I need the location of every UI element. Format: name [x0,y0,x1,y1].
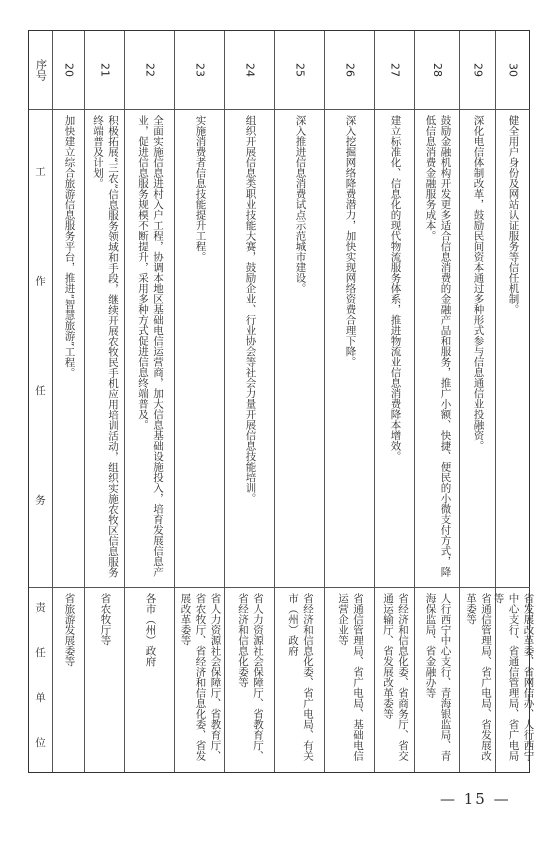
table-row [124,31,174,772]
table-row [174,31,224,772]
header-task-cell [29,109,52,587]
task-cell [496,109,530,587]
dept-text: 省经济和信息化委、省商务厅、省交通运输厅、省发展改革委等 [382,593,409,761]
row-number: 24 [243,63,257,77]
dept-text: 各市（州）政府 [144,593,157,667]
row-number: 25 [293,63,307,77]
table-row [274,31,324,772]
task-cell [275,109,325,587]
row-number: 20 [62,63,76,77]
policy-task-table [28,30,535,773]
task-cell [375,109,415,587]
task-text: 深入推进信息消费试点示范城市建设。 [294,115,307,294]
row-number: 26 [343,63,357,77]
dept-text: 人行西宁中心支行、青海银监局、青海保监局、省金融办等 [424,593,452,761]
header-task-label: 工 作 任 务 [34,165,46,531]
row-number-cell [85,31,125,109]
dept-cell [325,587,375,774]
row-number: 23 [193,63,207,77]
row-number-cell [125,31,175,109]
row-number: 21 [98,63,112,77]
header-dept-label: 责 任 单 位 [34,601,46,760]
dept-cell [275,587,325,774]
dept-text: 省经济和信息化委、省广电局、有关市（州）政府 [287,593,314,761]
task-text: 实施消费者信息技能提升工程。 [194,115,207,262]
row-number-cell [275,31,325,109]
task-text: 积极拓展“三农”信息服务领域和手段，继续开展农牧民手机应用培训活动，组织实施农牧区信息服务终端普及计划。 [92,115,119,578]
dept-cell [225,587,275,774]
dept-text: 省通信管理局、省广电局、省发展改革委等 [465,593,492,761]
header-seq-label: 序号 [34,59,48,81]
task-cell [460,109,496,587]
dept-text: 省通信管理局、省广电局、基础电信运营企业等 [337,593,364,761]
row-number: 28 [431,63,444,77]
dept-text: 省旅游发展委等 [63,593,76,667]
row-number: 22 [143,63,157,77]
task-cell [125,109,175,587]
task-cell [415,109,460,587]
task-cell [225,109,275,587]
dept-text: 省农牧厅等 [99,593,112,646]
row-number-cell [496,31,530,109]
table-header-row [29,31,52,772]
table-row [52,31,84,772]
row-number-cell [460,31,496,109]
task-text: 鼓励金融机构开发更多适合信息消费的金融产品和服务，推广小额、快捷、便民的小微支付方式，降低信息消费金融服务成本。 [424,115,452,577]
task-text: 加快建立综合旅游信息服务平台，推进“智慧旅游”工程。 [63,115,76,378]
row-number-cell [53,31,85,109]
row-number-cell [175,31,225,109]
row-number-cell [325,31,375,109]
dept-cell [53,587,85,774]
task-cell [325,109,375,587]
row-number: 27 [388,63,402,77]
dept-text: 省人力资源社会保障厅、省教育厅、省农牧厅、省经济和信息化委、省发展改革委等 [179,593,222,761]
task-cell [85,109,125,587]
table-row [374,31,414,772]
table-row [84,31,124,772]
task-text: 建立标准化、信息化的现代物流服务体系，推进物流业信息消费降本增效。 [389,115,402,462]
task-text: 组织开展信息类职业技能大赛，鼓励企业、行业协会等社会力量开展信息技能培训。 [244,115,257,504]
dept-text: 省人力资源社会保障厅、省教育厅、省经济和信息化委等 [237,593,264,761]
dept-text: 省发展改革委、省网信办、人行西宁中心支行、省通信管理局、省广电局等 [492,593,535,761]
row-number-cell [225,31,275,109]
task-cell [53,109,85,587]
page-number: — 15 — [440,790,511,808]
dept-cell [415,587,460,774]
dept-cell [375,587,415,774]
header-dept-cell [29,587,52,774]
table-row [492,31,535,772]
task-text: 深化电信体制改革，鼓励民间资本通过多种形式参与信息通信业投融资。 [472,115,485,451]
task-text: 深入挖掘网络降费潜力，加快实现网络资费合理下降。 [344,115,357,367]
header-seq-cell [29,31,52,109]
task-cell [175,109,225,587]
task-text: 全面实施信息进村入户工程，协调本地区基础电信运营商，加大信息基础设施投入，培育发展信息产业，促进信息服务规模不断提升，采用多种方式促进信息终端普及。 [137,115,164,577]
table-row [224,31,274,772]
dept-cell [85,587,125,774]
table-row [324,31,374,772]
dept-cell [492,587,535,774]
task-text: 健全用户身份及网站认证服务等信任机制。 [507,115,520,315]
dept-cell [125,587,175,774]
dept-cell [175,587,225,774]
row-number-cell [415,31,460,109]
row-number: 30 [506,63,520,77]
row-number: 29 [471,63,485,77]
table-row [414,31,459,772]
row-number-cell [375,31,415,109]
